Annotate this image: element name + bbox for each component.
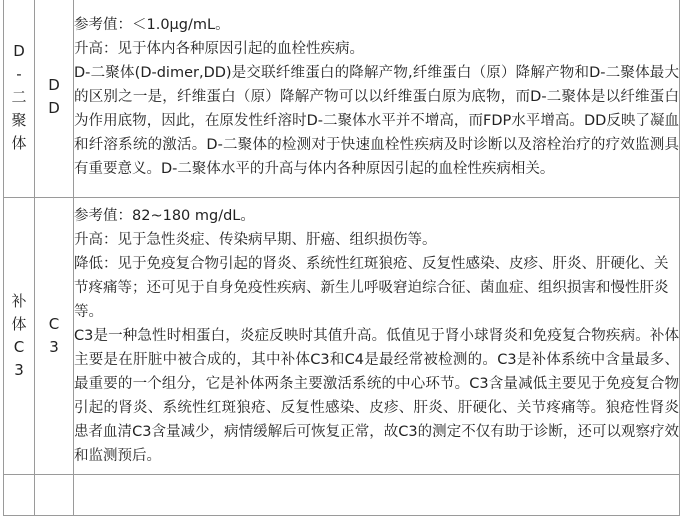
empty-cell <box>74 475 680 516</box>
empty-cell <box>4 475 35 516</box>
table-row-next <box>4 475 680 516</box>
test-description-cell <box>74 198 680 475</box>
reference-value: 参考值：＜1.0μg/mL。 <box>74 17 230 33</box>
test-code-cell <box>35 0 74 198</box>
table-row-complement-c3 <box>4 198 680 475</box>
test-name: 补体C3 <box>11 292 27 379</box>
test-name-cell <box>4 198 35 475</box>
table-row-d-dimer <box>4 0 680 198</box>
test-description-cell <box>74 0 680 198</box>
test-description <box>74 13 679 181</box>
description-paragraph: C3是一种急性时相蛋白，炎症反映时其值升高。低值见于肾小球肾炎和免疫复合物疾病。补体主要是在肝脏中被合成的，其中补体C3和C4是最经常被检测的。C3是补体系统中含量最多、最重要的一个组分，它是补体两条主要激活系统的中心环节。C3含量减低主要见于免疫复合物引起的肾炎、系统性红斑狼疮、反复性感染、皮疹、肝炎、肝硬化、关节疼痛等。狼疮性肾炎患者血清C3含量减少，病情缓解后可恢复正常，故C3的测定不仅有助于诊断，还可以观察疗效和监测预后。 <box>74 328 679 464</box>
test-name: D-二聚体 <box>11 41 27 152</box>
description-paragraph: D-二聚体(D-dimer,DD)是交联纤维蛋白的降解产物,纤维蛋白（原）降解产物和D-二聚体最大的区别之一是，纤维蛋白（原）降解产物可以以纤维蛋白原为底物，而D-二聚体是以纤维蛋白为作用底物，因此，在原发性纤溶时D-二聚体水平并不增高，而FDP水平增高。DD反映了凝血和纤溶系统的激活。D-二聚体的检测对于快速血栓性疾病及时诊断以及溶栓治疗的疗效监测具有重要意义。D-二聚体水平的升高与体内各种原因引起的血栓性疾病相关。 <box>74 65 679 177</box>
reference-value: 参考值：82~180 mg/dL。 <box>74 208 255 224</box>
test-name-cell <box>4 0 35 198</box>
decreased-note: 降低：见于免疫复合物引起的肾炎、系统性红斑狼疮、反复性感染、皮疹、肝炎、肝硬化、关节疼痛等；还可见于自身免疫性疾病、新生儿呼吸窘迫综合征、菌血症、组织损害和慢性肝炎等。 <box>74 256 669 320</box>
test-description <box>74 204 679 468</box>
test-code: DD <box>48 76 60 117</box>
lab-test-table <box>3 0 680 516</box>
test-code: C3 <box>48 315 60 356</box>
elevated-note: 升高：见于急性炎症、传染病早期、肝癌、组织损伤等。 <box>74 232 437 248</box>
test-code-cell <box>35 198 74 475</box>
elevated-note: 升高：见于体内各种原因引起的血栓性疾病。 <box>74 41 364 57</box>
empty-cell <box>35 475 74 516</box>
